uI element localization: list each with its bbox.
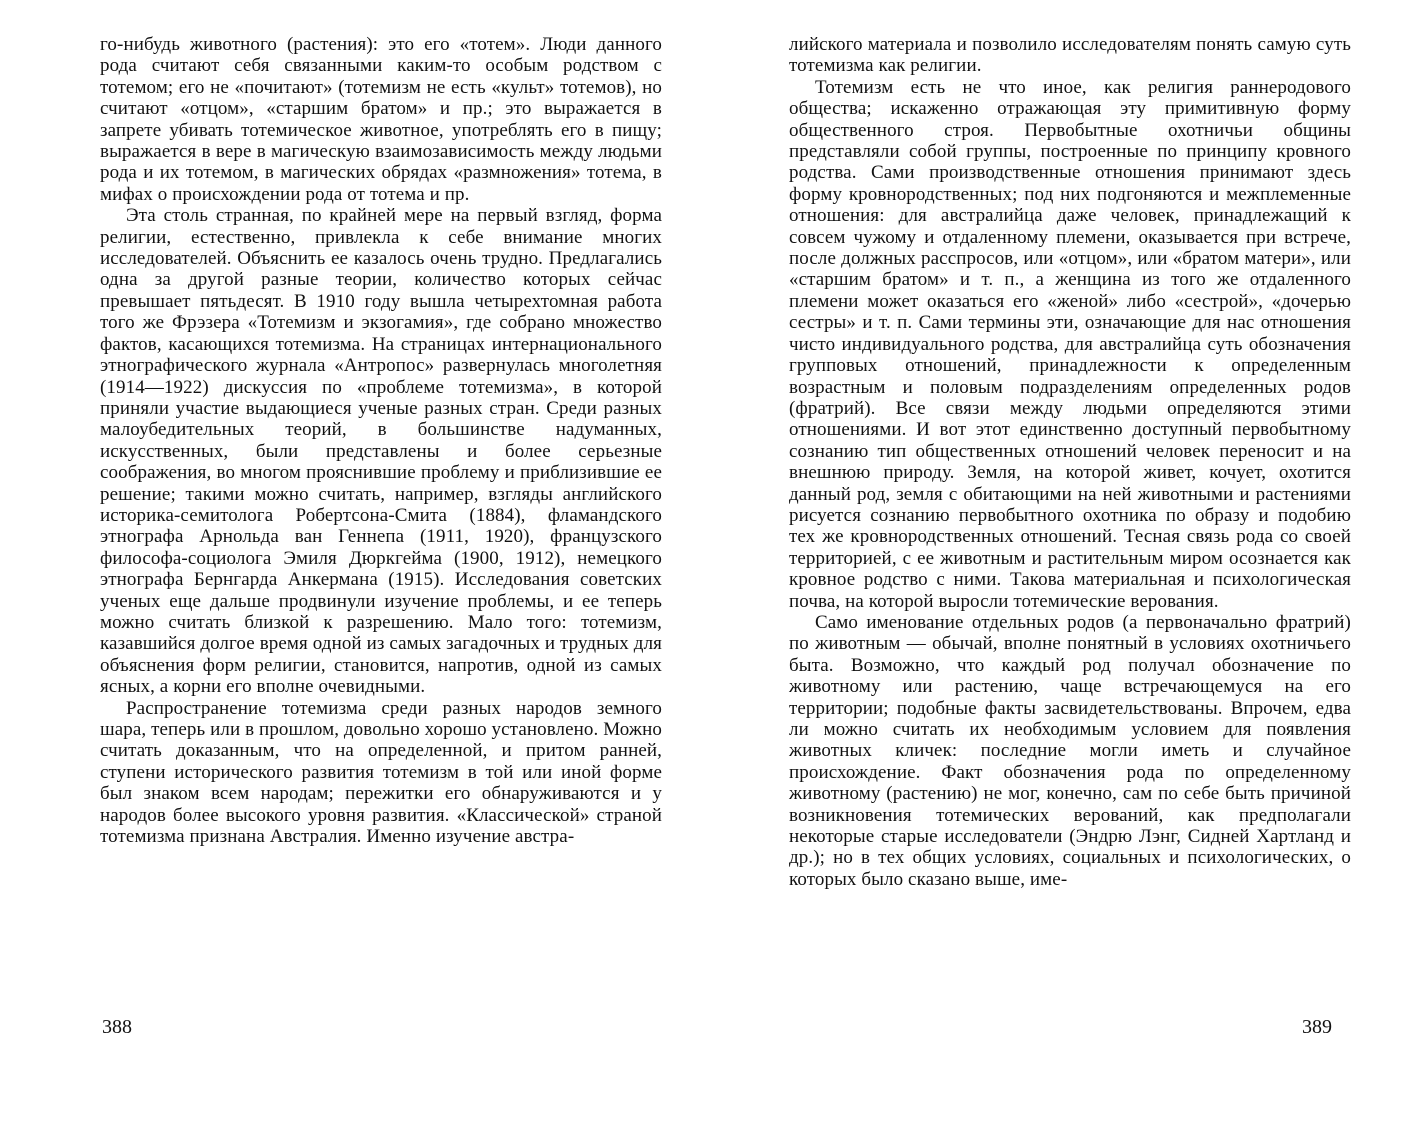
left-page: [0, 0, 706, 1130]
paragraph: Распространение тотемизма среди разных народов земного шара, теперь или в прошлом, довольно хорошо установлено. Можно считать доказанным, что на определенной, и притом ранней, ступени исторического развития тотемизм в той или иной форме был знаком всем народам; пережитки его обнаруживаются и у народов более высокого уровня развития. «Классической» страной тотемизма признана Австралия. Именно изучение австра-: [100, 697, 662, 848]
paragraph: Эта столь странная, по крайней мере на первый взгляд, форма религии, естественно, привлекла к себе внимание многих исследователей. Объяснить ее казалось очень трудно. Предлагались одна за другой разные теории, количество которых сейчас превышает пятьдесят. В 1910 году вышла четырехтомная работа того же Фрэзера «Тотемизм и экзогамия», где собрано множество фактов, касающихся тотемизма. На страницах интернационального этнографического журнала «Антропос» развернулась многолетняя (1914—1922) дискуссия по «проблеме тотемизма», в которой приняли участие выдающиеся ученые разных стран. Среди разных малоубедительных теорий, в большинстве надуманных, искусственных, были представлены и более серьезные соображения, во многом прояснившие проблему и приблизившие ее решение; такими можно считать, например, взгляды английского историка-семитолога Робертсона-Смита (1884), фламандского этнографа Арнольда ван Геннепа (1911, 1920), французского философа-социолога Эмиля Дюркгейма (1900, 1912), немецкого этнографа Бернгарда Анкермана (1915). Исследования советских ученых еще дальше продвинули изучение проблемы, и ее теперь можно считать близкой к разрешению. Мало того: тотемизм, казавшийся долгое время одной из самых загадочных и трудных для объяснения форм религии, становится, напротив, одной из самых ясных, а корни его вполне очевидными.: [100, 205, 662, 698]
page-number: 388: [102, 1016, 132, 1038]
paragraph: Тотемизм есть не что иное, как религия раннеродового общества; искаженно отражающая эту примитивную форму общественного строя. Первобытные охотничьи общины представляли собой группы, построенные по принципу кровного родства. Сами производственные отношения принимают здесь форму кровнородственных; под них подгоняются и межплеменные отношения: для австралийца даже человек, принадлежащий к совсем чужому и отдаленному племени, оказывается при встрече, после должных расспросов, или «отцом», или «братом матери», или «старшим братом» и т. п., а женщина из того же отдаленного племени может оказаться его «женой» либо «сестрой», «дочерью сестры» и т. п. Сами термины эти, означающие для нас отношения чисто индивидуального родства, для австралийца суть обозначения групповых отношений, принадлежности к определенным возрастным и половым подразделениям определенных родов (фратрий). Все связи между людьми определяются этими отношениями. И вот этот единственно доступный первобытному сознанию тип общественных отношений человек переносит и на внешнюю природу. Земля, на которой живет, кочует, охотится данный род, земля с обитающими на ней животными и растениями рисуется сознанию первобытного охотника по образу и подобию тех же кровнородственных отношений. Тесная связь рода со своей территорией, с ее животным и растительным миром осознается как кровное родство с ними. Такова материальная и психологическая почва, на которой выросли тотемические верования.: [789, 76, 1351, 612]
paragraph: го-нибудь животного (растения): это его «тотем». Люди данного рода считают себя связанными каким-то особым родством с тотемом; его не «почитают» (тотемизм не есть «культ» тотемов), но считают «отцом», «старшим братом» и пр.; это выражается в запрете убивать тотемическое животное, употреблять его в пищу; выражается в вере в магическую взаимозависимость между людьми рода и их тотемом, в магических обрядах «размножения» тотема, в мифах о происхождении рода от тотема и пр.: [100, 34, 662, 205]
paragraph: лийского материала и позволило исследователям понять самую суть тотемизма как религии.: [789, 34, 1351, 77]
right-page: [706, 0, 1413, 1130]
right-text-column: [789, 34, 1351, 890]
paragraph: Само именование отдельных родов (а первоначально фратрий) по животным — обычай, вполне понятный в условиях охотничьего быта. Возможно, что каждый род получал обозначение по животному или растению, чаще встречающемуся на его территории; подобные факты засвидетельствованы. Впрочем, едва ли можно считать их необходимым условием для появления животных кличек: последние могли иметь и случайное происхождение. Факт обозначения рода по определенному животному (растению) не мог, конечно, сам по себе быть причиной возникновения тотемических верований, как предполагали некоторые старые исследователи (Эндрю Лэнг, Сидней Хартланд и др.); но в тех общих условиях, социальных и психологических, о которых было сказано выше, име-: [789, 611, 1351, 890]
left-text-column: [100, 34, 662, 847]
page-number: 389: [1302, 1016, 1332, 1038]
